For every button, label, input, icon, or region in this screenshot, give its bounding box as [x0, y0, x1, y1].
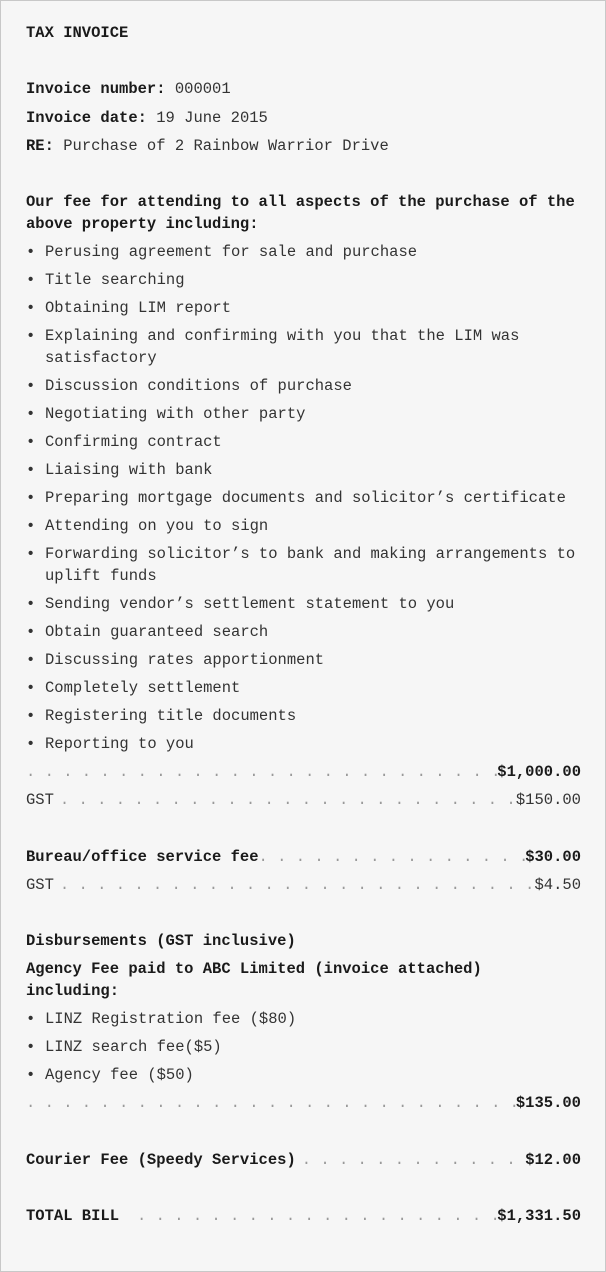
spacer	[26, 160, 581, 188]
spacer	[26, 1174, 581, 1202]
list-item	[26, 294, 581, 322]
bullet-icon: •	[26, 545, 36, 564]
bullet-icon: •	[26, 271, 36, 290]
disbursement-item-text: Agency fee ($50)	[45, 1066, 194, 1085]
fee-heading: Our fee for attending to all aspects of the purchase of the above property including:	[26, 193, 575, 234]
courier-fee-amount: $12.00	[525, 1150, 581, 1169]
list-item	[26, 400, 581, 428]
total-bill-label: TOTAL BILL	[26, 1207, 120, 1226]
fee-item-text: Reporting to you	[45, 735, 194, 754]
spacer	[26, 899, 581, 927]
fee-item-text: Forwarding solicitor’s to bank and making arrangements to uplift funds	[45, 545, 576, 586]
bullet-icon: •	[26, 433, 36, 452]
fee-item-text: Sending vendor’s settlement statement to you	[45, 595, 455, 614]
bullet-icon: •	[26, 623, 36, 642]
disbursements-amount: $135.00	[515, 1094, 581, 1113]
total-bill-row	[26, 1202, 581, 1230]
list-item	[26, 646, 581, 674]
fee-amount: $1,000.00	[497, 763, 581, 782]
bullet-icon: •	[26, 405, 36, 424]
leader-dots	[26, 1089, 516, 1117]
list-item	[26, 1061, 581, 1089]
list-item	[26, 540, 581, 590]
bullet-icon: •	[26, 1010, 36, 1029]
spacer	[26, 47, 581, 75]
list-item	[26, 730, 581, 758]
bureau-gst-amount: $4.50	[534, 875, 581, 894]
invoice-date-value: 19 June 2015	[156, 108, 268, 127]
fee-item-text: Discussing rates apportionment	[45, 651, 325, 670]
bullet-icon: •	[26, 299, 36, 318]
invoice-number-line	[26, 75, 581, 103]
leader-dots	[54, 786, 516, 814]
list-item	[26, 674, 581, 702]
leader-dots	[26, 758, 497, 786]
list-item	[26, 456, 581, 484]
courier-fee-row	[26, 1146, 581, 1174]
list-item	[26, 484, 581, 512]
leader-dots	[296, 1146, 525, 1174]
bullet-icon: •	[26, 243, 36, 262]
disbursement-item-text: LINZ Registration fee ($80)	[45, 1010, 297, 1029]
spacer	[26, 815, 581, 843]
list-item	[26, 618, 581, 646]
list-item	[26, 322, 581, 372]
disbursement-item-text: LINZ search fee($5)	[45, 1038, 222, 1057]
disbursement-items-list	[26, 1005, 581, 1089]
invoice-date-label: Invoice date:	[26, 108, 147, 127]
fee-item-text: Registering title documents	[45, 707, 297, 726]
list-item	[26, 512, 581, 540]
fee-total-row	[26, 758, 581, 786]
disbursements-heading: Disbursements (GST inclusive)	[26, 932, 296, 951]
bureau-fee-label: Bureau/office service fee	[26, 847, 259, 866]
bullet-icon: •	[26, 651, 36, 670]
bureau-fee-row	[26, 843, 581, 871]
list-item	[26, 372, 581, 400]
leader-dots	[119, 1202, 497, 1230]
fee-item-text: Discussion conditions of purchase	[45, 377, 352, 396]
invoice-re-value: Purchase of 2 Rainbow Warrior Drive	[63, 136, 389, 155]
spacer	[26, 1118, 581, 1146]
gst-label: GST	[26, 791, 54, 810]
fee-item-text: Obtain guaranteed search	[45, 623, 269, 642]
bullet-icon: •	[26, 327, 36, 346]
agency-fee-heading: Agency Fee paid to ABC Limited (invoice attached) including:	[26, 960, 482, 1001]
courier-fee-label: Courier Fee (Speedy Services)	[26, 1150, 296, 1169]
fee-item-text: Completely settlement	[45, 679, 241, 698]
bullet-icon: •	[26, 489, 36, 508]
list-item	[26, 702, 581, 730]
invoice-number-value: 000001	[174, 80, 231, 99]
list-item	[26, 266, 581, 294]
fee-items-list	[26, 238, 581, 758]
invoice-date-line	[26, 104, 581, 132]
disbursements-total-row	[26, 1089, 581, 1117]
list-item	[26, 1005, 581, 1033]
total-bill-amount: $1,331.50	[497, 1207, 581, 1226]
invoice-title: TAX INVOICE	[26, 24, 129, 42]
list-item	[26, 428, 581, 456]
invoice-re-line	[26, 132, 581, 160]
fee-item-text: Perusing agreement for sale and purchase	[45, 243, 418, 262]
fee-item-text: Obtaining LIM report	[45, 299, 232, 318]
fee-item-text: Explaining and confirming with you that the LIM was satisfactory	[45, 327, 520, 368]
bullet-icon: •	[26, 595, 36, 614]
fee-item-text: Negotiating with other party	[45, 405, 306, 424]
bureau-fee-amount: $30.00	[525, 847, 581, 866]
bullet-icon: •	[26, 1066, 36, 1085]
bullet-icon: •	[26, 735, 36, 754]
list-item	[26, 1033, 581, 1061]
fee-item-text: Confirming contract	[45, 433, 222, 452]
fee-gst-amount: $150.00	[515, 791, 581, 810]
list-item	[26, 238, 581, 266]
bullet-icon: •	[26, 461, 36, 480]
gst-label: GST	[26, 875, 54, 894]
list-item	[26, 590, 581, 618]
bureau-gst-row	[26, 871, 581, 899]
bullet-icon: •	[26, 377, 36, 396]
fee-item-text: Attending on you to sign	[45, 517, 269, 536]
leader-dots	[54, 871, 535, 899]
invoice-number-label: Invoice number:	[26, 80, 166, 99]
leader-dots	[259, 843, 526, 871]
invoice-re-label: RE:	[26, 136, 54, 155]
fee-item-text: Preparing mortgage documents and solicitor’s certificate	[45, 489, 566, 508]
bullet-icon: •	[26, 517, 36, 536]
fee-gst-row	[26, 786, 581, 814]
fee-item-text: Liaising with bank	[45, 461, 213, 480]
bullet-icon: •	[26, 707, 36, 726]
fee-item-text: Title searching	[45, 271, 185, 290]
bullet-icon: •	[26, 1038, 36, 1057]
bullet-icon: •	[26, 679, 36, 698]
